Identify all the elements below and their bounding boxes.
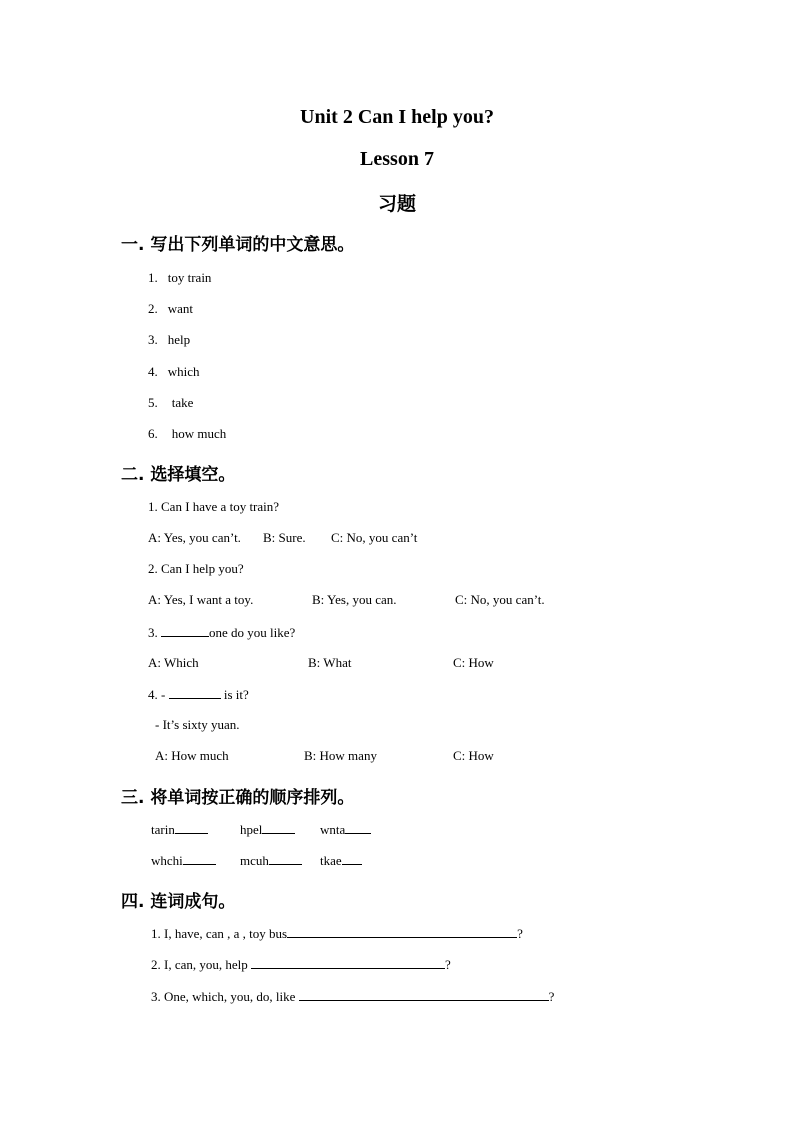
q4-answer-line: - It’s sixty yuan. bbox=[155, 717, 240, 732]
vocab-word: help bbox=[167, 332, 191, 347]
q3-text: one do you like? bbox=[209, 625, 296, 640]
vocab-word: want bbox=[167, 301, 194, 316]
scrambled-word bbox=[151, 852, 216, 869]
sentence-words: 1. I, have, can , a , toy bus bbox=[151, 926, 288, 941]
scrambled-word bbox=[320, 821, 371, 838]
q4-option-b: B: How many bbox=[304, 748, 377, 763]
q3-option-a: A: Which bbox=[148, 655, 199, 670]
answer-blank[interactable] bbox=[342, 852, 362, 865]
q3-option-b: B: What bbox=[308, 655, 352, 670]
sentence-end: ? bbox=[517, 926, 523, 941]
scrambled-text: tkae bbox=[320, 853, 342, 868]
sentence-item bbox=[151, 988, 554, 1005]
vocab-item bbox=[148, 301, 193, 317]
q4-text: is it? bbox=[223, 687, 249, 702]
vocab-num: 5. bbox=[148, 395, 158, 410]
sentence-end: ? bbox=[445, 957, 451, 972]
scrambled-word bbox=[151, 821, 208, 838]
sentence-item bbox=[151, 925, 523, 942]
q2-option-b: B: Yes, you can. bbox=[312, 592, 397, 607]
vocab-num: 3. bbox=[148, 332, 158, 347]
section-1-title: 一. 写出下列单词的中文意思。 bbox=[121, 235, 355, 255]
scrambled-text: whchi bbox=[151, 853, 183, 868]
vocab-word: how much bbox=[171, 426, 227, 441]
vocab-num: 2. bbox=[148, 301, 158, 316]
vocab-num: 4. bbox=[148, 364, 158, 379]
answer-blank[interactable] bbox=[269, 852, 302, 865]
question-4 bbox=[148, 686, 249, 703]
question-1: 1. Can I have a toy train? bbox=[148, 499, 280, 514]
vocab-num: 6. bbox=[148, 426, 158, 441]
answer-blank[interactable] bbox=[183, 852, 216, 865]
sentence-words: 2. I, can, you, help bbox=[151, 957, 248, 972]
vocab-item bbox=[148, 270, 211, 286]
scrambled-text: hpel bbox=[240, 822, 263, 837]
answer-blank[interactable] bbox=[251, 956, 445, 969]
q2-option-c: C: No, you can’t. bbox=[455, 592, 545, 607]
q4-option-a: A: How much bbox=[155, 748, 229, 763]
answer-blank[interactable] bbox=[161, 624, 209, 637]
sentence-end: ? bbox=[548, 989, 555, 1004]
vocab-item bbox=[148, 395, 193, 411]
q2-option-a: A: Yes, I want a toy. bbox=[148, 592, 254, 607]
q4-num: 4. - bbox=[148, 687, 166, 702]
vocab-item bbox=[148, 426, 226, 442]
sentence-words: 3. One, which, you, do, like bbox=[151, 989, 296, 1004]
answer-blank[interactable] bbox=[169, 686, 221, 699]
sentence-item bbox=[151, 956, 451, 973]
q4-option-c: C: How bbox=[453, 748, 494, 763]
question-2: 2. Can I help you? bbox=[148, 561, 244, 576]
q3-option-c: C: How bbox=[453, 655, 494, 670]
q1-option-b: B: Sure. bbox=[263, 530, 306, 545]
answer-blank[interactable] bbox=[287, 925, 517, 938]
answer-blank[interactable] bbox=[345, 821, 371, 834]
q1-option-c: C: No, you can’t bbox=[331, 530, 418, 545]
vocab-item bbox=[148, 364, 200, 380]
q3-num: 3. bbox=[148, 625, 158, 640]
scrambled-word bbox=[240, 852, 302, 869]
scrambled-word bbox=[320, 852, 362, 869]
section-3-title: 三. 将单词按正确的顺序排列。 bbox=[121, 788, 355, 808]
scrambled-text: tarin bbox=[151, 822, 175, 837]
vocab-num: 1. bbox=[148, 270, 158, 285]
q1-option-a: A: Yes, you can’t. bbox=[148, 530, 241, 545]
scrambled-text: mcuh bbox=[240, 853, 269, 868]
exercise-heading: 习题 bbox=[377, 193, 416, 215]
vocab-word: take bbox=[171, 395, 194, 410]
answer-blank[interactable] bbox=[175, 821, 208, 834]
scrambled-word bbox=[240, 821, 295, 838]
vocab-item bbox=[148, 332, 190, 348]
question-3 bbox=[148, 624, 295, 641]
vocab-word: toy train bbox=[167, 270, 212, 285]
section-2-title: 二. 选择填空。 bbox=[121, 465, 236, 485]
answer-blank[interactable] bbox=[299, 988, 549, 1001]
vocab-word: which bbox=[167, 364, 200, 379]
lesson-title: Lesson 7 bbox=[360, 148, 434, 170]
answer-blank[interactable] bbox=[262, 821, 295, 834]
page-title: Unit 2 Can I help you? bbox=[300, 106, 494, 128]
scrambled-text: wnta bbox=[320, 822, 346, 837]
section-4-title: 四. 连词成句。 bbox=[121, 892, 236, 912]
